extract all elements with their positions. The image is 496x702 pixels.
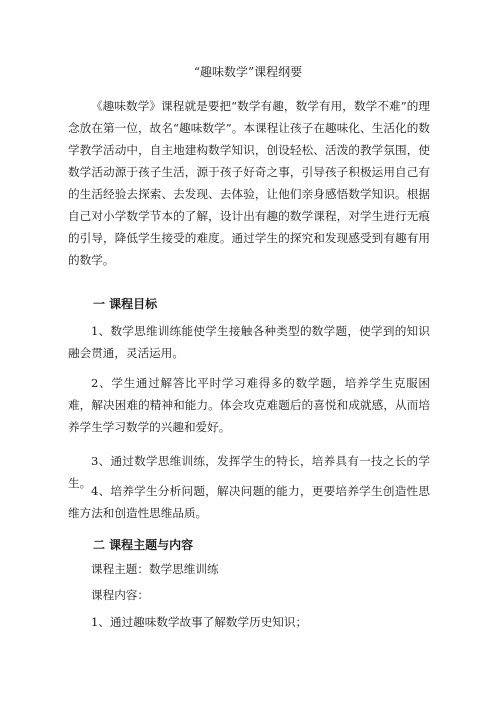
intro-paragraph: 《趣味数学》课程就是要把“数学有趣，数学有用，数学不难”的理念放在第一位，故名“趣味数学”。本课程让孩子在趣味化、生活化的数学教学活动中，自主地建构数学知识，创设轻松、活泼的教学氛围，使数学活动源于孩子生活，源于孩子好奇之事，引导孩子积极运用自己有的生活经验去探索、去发现、去体验，让他们亲身感悟数学知识。根据自己对小学数学节本的了解，设计出有趣的数学课程，对学生进行无痕的引导，降低学生接受的难度。通过学生的探究和发现感受到有趣有用的数学。 bbox=[68, 99, 430, 267]
goal-item-1: 1、数学思维训练能使学生接触各种类型的数学题，使学到的知识融会贯通，灵活运用。 bbox=[68, 324, 430, 360]
section-heading-goals: 一 课程目标 bbox=[93, 297, 158, 311]
course-content-label: 课程内容： bbox=[91, 588, 149, 602]
course-content-item-1: 1、通过趣味数学故事了解数学历史知识； bbox=[91, 615, 308, 629]
section-heading-topics: 二 课程主题与内容 bbox=[93, 538, 194, 552]
course-theme: 课程主题：数学思维训练 bbox=[91, 562, 219, 576]
goal-item-2: 2、学生通过解答比平时学习难得多的数学题，培养学生克服困难，解决困难的精神和能力。体会攻克难题后的喜悦和成就感，从而培养学生学习数学的兴趣和爱好。 bbox=[68, 376, 430, 434]
goal-item-4: 4、培养学生分析问题，解决问题的能力，更要培养学生创造性思维方法和创造性思维品质。 bbox=[68, 484, 430, 520]
document-title: “趣味数学”课程纲要 bbox=[193, 65, 303, 79]
goal-item-3: 3、通过数学思维训练，发挥学生的特长，培养具有一技之长的学生。 bbox=[68, 454, 430, 490]
